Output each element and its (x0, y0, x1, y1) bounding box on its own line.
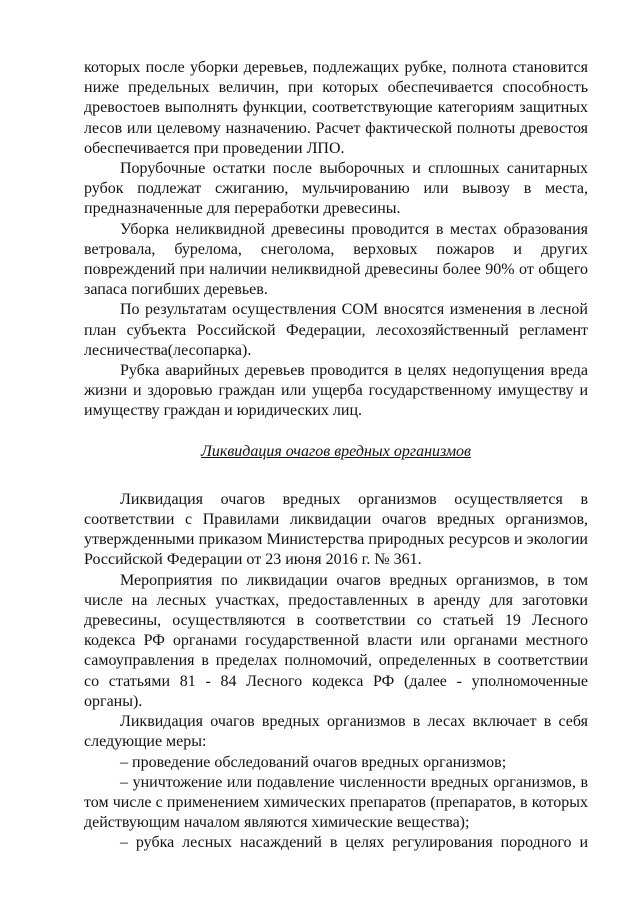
paragraph-measures-intro: Ликвидация очагов вредных организмов в лесах включает в себя следующие меры: (84, 713, 588, 751)
paragraph-pest-rules: Ликвидация очагов вредных организмов осуществляется в соответствии с Правилами ликвидации очагов вредных организмов, утвержденными приказом Министерства природных ресурсов и экологии Российской Федерации от 23 июня 2016 г. № 361. (84, 490, 588, 569)
paragraph-unmarketable-wood: Уборка неликвидной древесины проводится в местах образования ветровала, бурелома, снеголома, верховых пожаров и других повреждений при наличии неликвидной древесины более 90% от общего запаса погибших деревьев. (84, 220, 588, 299)
list-item-surveys: – проведение обследований очагов вредных организмов; (120, 753, 507, 771)
paragraph-logging-residues: Порубочные остатки после выборочных и сплошных санитарных рубок подлежат сжиганию, мульчированию или вывозу в места, предназначенные для переработки древесины. (84, 160, 588, 218)
paragraph-pest-measures-authority: Мероприятия по ликвидации очагов вредных организмов, в том числе на лесных участках, предоставленных в аренду для заготовки древесины, осуществляются в соответствии со статьей 19 Лесного кодекса РФ органами государственной власти или органами местного самоуправления в пределах полномочий, определенных в соответствии со статьями 81 - 84 Лесного кодекса РФ (далее - уполномоченные органы). (84, 571, 588, 710)
paragraph-forest-plan-changes: По результатам осуществления СОМ вносятся изменения в лесной план субъекта Российской Федерации, лесохозяйственный регламент лесничества(лесопарка). (84, 301, 588, 359)
section-heading: Ликвидация очагов вредных организмов (201, 442, 471, 460)
document-page (84, 58, 588, 854)
paragraph-hazard-trees: Рубка аварийных деревьев проводится в целях недопущения вреда жизни и здоровью граждан или ущерба государственному имуществу и имуществу граждан и юридических лиц. (84, 362, 588, 420)
list-item-felling: – рубка лесных насаждений в целях регулирования породного и (120, 834, 588, 852)
paragraph-density-calculation: которых после уборки деревьев, подлежащих рубке, полнота становится ниже предельных величин, при которых обеспечивается способность древостоев выполнять функции, соответствующие категориям защитных лесов или целевому назначению. Расчет фактической полноты древостоя обеспечивается при проведении ЛПО. (84, 59, 588, 157)
list-item-pest-suppression: – уничтожение или подавление численности вредных организмов, в том числе с применением химических препаратов (препаратов, в которых действующим началом являются химические вещества); (84, 773, 588, 832)
